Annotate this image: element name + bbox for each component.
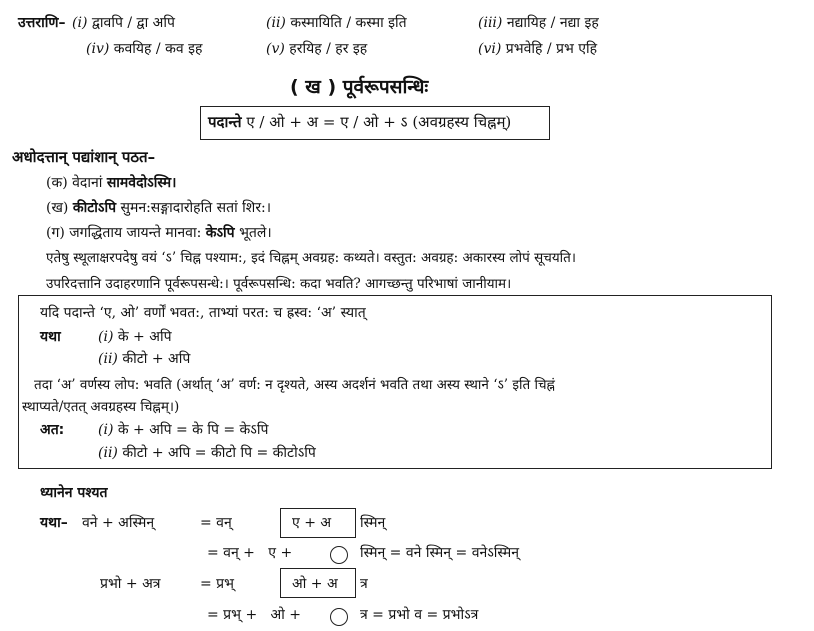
answer-2: (ii) कस्मायिति / कस्मा इति bbox=[266, 15, 407, 31]
observe-yatha: यथा– bbox=[40, 515, 68, 531]
definition-line-1: यदि पदान्ते ‘ए, ओ’ वर्णों भवत:, ताभ्यां परत: च ह्रस्व: ‘अ’ स्यात् bbox=[40, 305, 366, 321]
verse-1: (क) वेदानां सामवेदोऽस्मि। bbox=[46, 175, 177, 191]
answer-6: (vi) प्रभवेहि / प्रभ एहि bbox=[478, 41, 598, 57]
answers-label: उत्तराणि– bbox=[18, 15, 66, 31]
row1-after: स्मिन् bbox=[360, 515, 386, 531]
paragraph-2: उपरिदत्तानि उदाहरणानि पूर्वरूपसन्धे:। पूर्वरूपसन्धि: कदा भवति? आगच्छन्तु परिभाषां जानीयाम। bbox=[46, 276, 512, 292]
result-2: (ii) कीटो + अपि = कीटो पि = कीटोऽपि bbox=[98, 445, 316, 461]
row1-eq: = वन् bbox=[200, 515, 232, 531]
rule-text: पदान्ते ए / ओ + अ = ए / ओ + ऽ (अवग्रहस्य चिह्नम्) bbox=[208, 113, 512, 131]
answer-4: (iv) कवयिह / कव इह bbox=[86, 41, 203, 57]
result-1: (i) के + अपि = के पि = केऽपि bbox=[98, 422, 269, 438]
elided-vowel-circle bbox=[330, 546, 348, 564]
row4-b: त्र = प्रभो व = प्रभोऽत्र bbox=[360, 607, 479, 623]
row3-after: त्र bbox=[360, 576, 368, 592]
section-title: ( ख ) पूर्वरूपसन्धिः bbox=[290, 76, 429, 98]
atah-label: अत: bbox=[40, 422, 65, 438]
row2-b: स्मिन् = वने स्मिन् = वनेऽस्मिन् bbox=[360, 545, 519, 561]
row3-box-text: ओ + अ bbox=[292, 576, 338, 592]
definition-line-2: तदा ‘अ’ वर्णस्य लोप: भवति (अर्थात् ‘अ’ वर्ण: न दृश्यते, अस्य अदर्शनं भवति तथा अस्य स्थाने ‘ऽ’ इति चिह्नं bbox=[34, 377, 555, 393]
observe-heading: ध्यानेन पश्यत bbox=[40, 485, 108, 501]
example-1: (i) के + अपि bbox=[98, 329, 172, 345]
row2-a: = वन् + ए + bbox=[207, 545, 293, 561]
row1-box-text: ए + अ bbox=[292, 515, 332, 531]
row1-left: वने + अस्मिन् bbox=[82, 515, 155, 531]
yatha-label: यथा bbox=[40, 329, 61, 345]
definition-line-3: स्थाप्यते/एतत् अवग्रहस्य चिह्नम्।) bbox=[22, 399, 180, 415]
answer-5: (v) हरयिह / हर इह bbox=[266, 41, 368, 57]
answer-1: (i) द्वावपि / द्वा अपि bbox=[72, 15, 175, 31]
elided-vowel-circle bbox=[330, 608, 348, 626]
row4-a: = प्रभ् + ओ + bbox=[207, 607, 302, 623]
answer-3: (iii) नद्यायिह / नद्या इह bbox=[478, 15, 599, 31]
read-heading: अधोदत्तान् पद्यांशान् पठत– bbox=[12, 148, 156, 166]
row3-left: प्रभो + अत्र bbox=[100, 576, 161, 592]
paragraph-1: एतेषु स्थूलाक्षरपदेषु वयं ‘ऽ’ चिह्न पश्याम:, इदं चिह्नम् अवग्रह: कथ्यते। वस्तुत: अवग्रह: अकारस्य लोपं सूचयति। bbox=[46, 250, 576, 266]
example-2: (ii) कीटो + अपि bbox=[98, 351, 191, 367]
row3-eq: = प्रभ् bbox=[200, 576, 234, 592]
verse-3: (ग) जगद्धिताय जायन्ते मानवा: केऽपि भूतले। bbox=[46, 225, 272, 241]
verse-2: (ख) कीटोऽपि सुमन:सङ्गादारोहति सतां शिर:। bbox=[46, 200, 272, 216]
